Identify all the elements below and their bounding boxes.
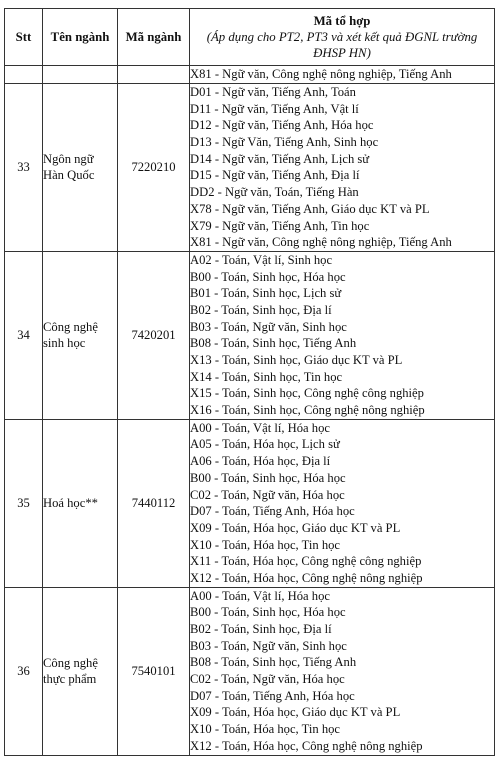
combo-line: X11 - Toán, Hóa học, Công nghệ công nghiệp (190, 554, 422, 569)
combo-line: B08 - Toán, Sinh học, Tiếng Anh (190, 655, 357, 670)
row-program-name: Công nghệ thực phẩm (43, 587, 118, 755)
combo-line: X78 - Ngữ văn, Tiếng Anh, Giáo dục KT và PL (190, 201, 430, 216)
combo-line: C02 - Toán, Ngữ văn, Hóa học (190, 487, 345, 502)
header-name: Tên ngành (43, 9, 118, 66)
combo-line: B08 - Toán, Sinh học, Tiếng Anh (190, 336, 357, 351)
carry-over-empty-stt (5, 66, 43, 84)
row-stt: 34 (5, 251, 43, 419)
combo-line: A00 - Toán, Vật lí, Hóa học (190, 588, 330, 603)
combo-line: X10 - Toán, Hóa học, Tin học (190, 537, 341, 552)
combo-line: D14 - Ngữ văn, Tiếng Anh, Lịch sử (190, 151, 370, 166)
combo-line: D11 - Ngữ văn, Tiếng Anh, Vật lí (190, 101, 359, 116)
carry-over-empty-code (118, 66, 190, 84)
combo-line: C02 - Toán, Ngữ văn, Hóa học (190, 672, 345, 687)
combo-line: X13 - Toán, Sinh học, Giáo dục KT và PL (190, 353, 403, 367)
row-stt: 36 (5, 587, 43, 755)
row-program-code: 7420201 (118, 251, 190, 419)
combo-line: D12 - Ngữ văn, Tiếng Anh, Hóa học (190, 118, 374, 133)
table-row (5, 419, 495, 587)
row-stt: 35 (5, 419, 43, 587)
combo-line: D15 - Ngữ văn, Tiếng Anh, Địa lí (190, 168, 360, 183)
combo-line: B00 - Toán, Sinh học, Hóa học (190, 269, 346, 284)
combo-line: X09 - Toán, Hóa học, Giáo dục KT và PL (190, 705, 401, 720)
row-program-code: 7440112 (118, 419, 190, 587)
combo-line: X10 - Toán, Hóa học, Tin học (190, 722, 341, 737)
combo-line: B00 - Toán, Sinh học, Hóa học (190, 470, 346, 485)
table-body (5, 66, 495, 756)
row-program-code: 7220210 (118, 84, 190, 252)
row-program-name: Ngôn ngữ Hàn Quốc (43, 84, 118, 252)
table-row (5, 587, 495, 755)
row-combos (190, 587, 495, 755)
combo-line: B01 - Toán, Sinh học, Lịch sử (190, 286, 342, 301)
header-combo (190, 9, 495, 66)
combo-line: X79 - Ngữ văn, Tiếng Anh, Tin học (190, 218, 370, 233)
combo-line: D07 - Toán, Tiếng Anh, Hóa học (190, 504, 355, 519)
header-stt: Stt (5, 9, 43, 66)
combo-line: X81 - Ngữ văn, Công nghệ nông nghiệp, Tiếng Anh (190, 67, 452, 81)
combo-line: A05 - Toán, Hóa học, Lịch sử (190, 437, 340, 452)
table-row (5, 84, 495, 252)
row-combos (190, 251, 495, 419)
combo-line: B03 - Toán, Ngữ văn, Sinh học (190, 319, 347, 334)
table-row-carry-over (5, 66, 495, 84)
row-combos (190, 84, 495, 252)
combo-line: X81 - Ngữ văn, Công nghệ nông nghiệp, Tiếng Anh (190, 235, 452, 250)
admission-combinations-table (4, 8, 495, 756)
combo-line: A00 - Toán, Vật lí, Hóa học (190, 420, 330, 435)
header-combo-title: Mã tổ hợp (313, 14, 371, 28)
header-code: Mã ngành (118, 9, 190, 66)
combo-line: X12 - Toán, Hóa học, Công nghệ nông nghiệp (190, 570, 423, 585)
row-combos (190, 419, 495, 587)
combo-line: A02 - Toán, Vật lí, Sinh học (190, 252, 333, 267)
carry-over-combos (190, 66, 495, 84)
table-row (5, 251, 495, 419)
combo-line: B03 - Toán, Ngữ văn, Sinh học (190, 638, 347, 653)
combo-line: X16 - Toán, Sinh học, Công nghệ nông nghiệp (190, 403, 425, 418)
combo-line: B00 - Toán, Sinh học, Hóa học (190, 605, 346, 620)
combo-line: D13 - Ngữ Văn, Tiếng Anh, Sinh học (190, 135, 379, 150)
row-stt: 33 (5, 84, 43, 252)
combo-line: X15 - Toán, Sinh học, Công nghệ công nghiệp (190, 386, 424, 401)
header-combo-note: (Áp dụng cho PT2, PT3 và xét kết quả ĐGNL trường ĐHSP HN) (206, 30, 478, 60)
row-program-name: Công nghệ sinh học (43, 251, 118, 419)
table-header-row (5, 9, 495, 66)
combo-line: X12 - Toán, Hóa học, Công nghệ nông nghiệp (190, 738, 423, 753)
combo-line: X14 - Toán, Sinh học, Tin học (190, 369, 343, 384)
carry-over-empty-name (43, 66, 118, 84)
row-program-name: Hoá học** (43, 419, 118, 587)
row-program-code: 7540101 (118, 587, 190, 755)
combo-line: D01 - Ngữ văn, Tiếng Anh, Toán (190, 85, 356, 99)
combo-line: X09 - Toán, Hóa học, Giáo dục KT và PL (190, 520, 401, 535)
combo-line: A06 - Toán, Hóa học, Địa lí (190, 454, 331, 469)
combo-line: B02 - Toán, Sinh học, Địa lí (190, 302, 332, 317)
combo-line: D07 - Toán, Tiếng Anh, Hóa học (190, 688, 355, 703)
combo-line: B02 - Toán, Sinh học, Địa lí (190, 622, 332, 636)
combo-line: DD2 - Ngữ văn, Toán, Tiếng Hàn (190, 185, 359, 200)
